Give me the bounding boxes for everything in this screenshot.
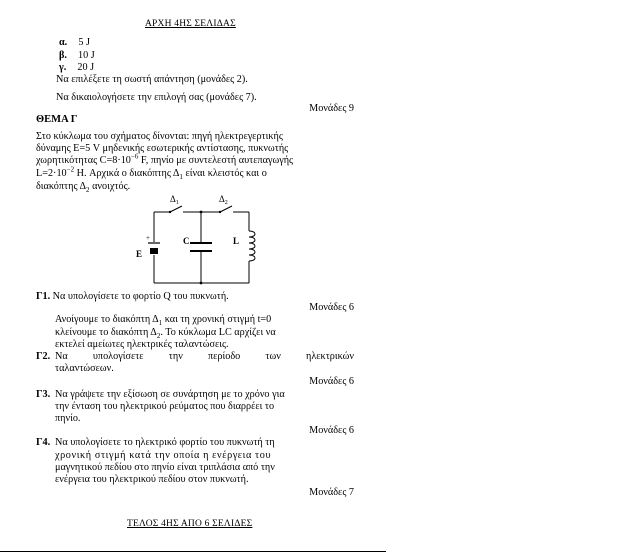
page-footer: ΤΕΛΟΣ 4ΗΣ ΑΠΟ 6 ΣΕΛΙΔΕΣ: [127, 519, 253, 529]
g2-word: Να: [55, 351, 68, 362]
mid-text: . Το κύκλωμα LC αρχίζει να: [160, 327, 276, 338]
g2-word: των: [265, 351, 281, 362]
question-text: Να υπολογίσετε το φορτίο Q του πυκνωτή.: [52, 291, 229, 302]
option-text: 20 J: [77, 62, 95, 73]
question-g4-line-1: Να υπολογίσετε το ηλεκτρικό φορτίο του πυκνωτή τη: [55, 437, 275, 448]
intro-text: ανοιχτός.: [89, 181, 131, 192]
junction-top: [200, 211, 203, 214]
g2-word: την: [168, 351, 183, 362]
question-g3-line-1: Να γράψετε την εξίσωση σε συνάρτηση με το χρόνο για: [55, 389, 285, 400]
mid-line-3: εκτελεί αμείωτες ηλεκτρικές ταλαντώσεις.: [55, 339, 229, 350]
intro-line-5: [36, 181, 130, 193]
question-g1: [36, 291, 229, 303]
source-label: E: [136, 249, 143, 259]
intro-text: Στο κύκλωμα του σχήματος δίνονται: πηγή ηλεκτρεγερτικής: [36, 131, 283, 142]
subscript: 1: [179, 173, 183, 182]
exponent: −2: [66, 165, 75, 174]
question-g2-line-2: ταλαντώσεων.: [55, 363, 114, 374]
switch-d2-contact: [219, 211, 221, 213]
capacitor-label: C: [183, 236, 190, 246]
switch-d1-blade: [170, 206, 182, 212]
intro-text: χωρητικότητας C=8·10: [36, 155, 131, 166]
intro-text: L=2·10: [36, 168, 67, 179]
theme-title: ΘΕΜΑ Γ: [36, 114, 78, 125]
marks-g4: Μονάδες 7: [309, 487, 354, 498]
circuit-diagram: [130, 192, 270, 290]
marks-g2: Μονάδες 6: [309, 376, 354, 387]
intro-line-2: δύναμης Ε=5 V μηδενικής εσωτερικής αντίστασης, πυκνωτής: [36, 143, 289, 154]
marks-g3: Μονάδες 6: [309, 425, 354, 436]
option-text: 10 J: [78, 50, 95, 61]
option-letter: γ.: [59, 62, 67, 73]
question-number-g4: Γ4.: [36, 437, 51, 448]
mid-text: και τη χρονική στιγμή t=0: [162, 314, 272, 325]
option-a: [59, 37, 90, 49]
battery-plate-short: [150, 248, 158, 254]
option-b: [59, 50, 95, 62]
subscript: 1: [158, 319, 163, 328]
intro-line-1: [36, 131, 354, 143]
intro-line-4: [36, 165, 267, 182]
mid-line-2: [55, 327, 276, 339]
instruction-choose: Να επιλέξετε τη σωστή απάντηση (μονάδες 2).: [56, 74, 248, 85]
intro-line-3: [36, 152, 294, 167]
subscript: 2: [156, 332, 161, 341]
question-number-g3: Γ3.: [36, 389, 51, 400]
question-g4-line-4: ενέργεια του ηλεκτρικού πεδίου στον πυκνωτή.: [55, 474, 249, 485]
option-c: [59, 62, 94, 74]
option-letter: β.: [59, 50, 67, 61]
page-header: ΑΡΧΗ 4ΗΣ ΣΕΛΙΔΑΣ: [145, 19, 236, 29]
inductor-coil: [249, 231, 255, 261]
mid-text: Ανοίγουμε το διακόπτη Δ: [55, 314, 159, 325]
switch-d2-blade: [220, 206, 232, 212]
source-plus-sign: +: [146, 234, 150, 242]
junction-bottom: [200, 282, 203, 285]
intro-text: διακόπτης Δ: [36, 181, 87, 192]
g2-word: περίοδο: [208, 351, 241, 362]
question-g2-line-1: [55, 351, 354, 363]
switch-d1-contact: [169, 211, 171, 213]
bottom-rule: [0, 551, 386, 552]
intro-text: H. Αρχικά ο διακόπτης Δ: [74, 168, 180, 179]
inductor-label: L: [233, 236, 240, 246]
g2-word: ηλεκτρικών: [306, 351, 354, 362]
marks-g1: Μονάδες 6: [309, 302, 354, 313]
mid-line-1: [55, 314, 271, 326]
question-g4-line-2: χρονική στιγμή κατά την οποία η ενέργεια του: [55, 450, 272, 461]
mid-text: κλείνουμε το διακόπτη Δ: [55, 327, 157, 338]
question-number: Γ1.: [36, 291, 51, 302]
question-g3-line-3: πηνίο.: [55, 413, 81, 424]
option-letter: α.: [59, 37, 68, 48]
intro-text: είναι κλειστός και ο: [182, 168, 267, 179]
marks-9: Μονάδες 9: [309, 103, 354, 114]
intro-text: F, πηνίο με συντελεστή αυτεπαγωγής: [138, 155, 294, 166]
instruction-justify: Να δικαιολογήσετε την επιλογή σας (μονάδες 7).: [56, 92, 257, 103]
switch-d2-label: $\Delta_2$: [219, 194, 228, 206]
g2-word: υπολογίσετε: [92, 351, 144, 362]
question-g4-line-3: μαγνητικού πεδίου στο πηνίο είναι τριπλάσια από την: [55, 462, 275, 473]
subscript: 2: [86, 186, 90, 195]
switch-d1-label: $\Delta_1$: [170, 194, 179, 206]
question-number-g2: Γ2.: [36, 351, 51, 362]
question-g3-line-2: την ένταση του ηλεκτρικού ρεύματος που διαρρέει το: [55, 401, 275, 412]
option-text: 5 J: [78, 37, 90, 48]
exponent: −6: [130, 152, 139, 161]
